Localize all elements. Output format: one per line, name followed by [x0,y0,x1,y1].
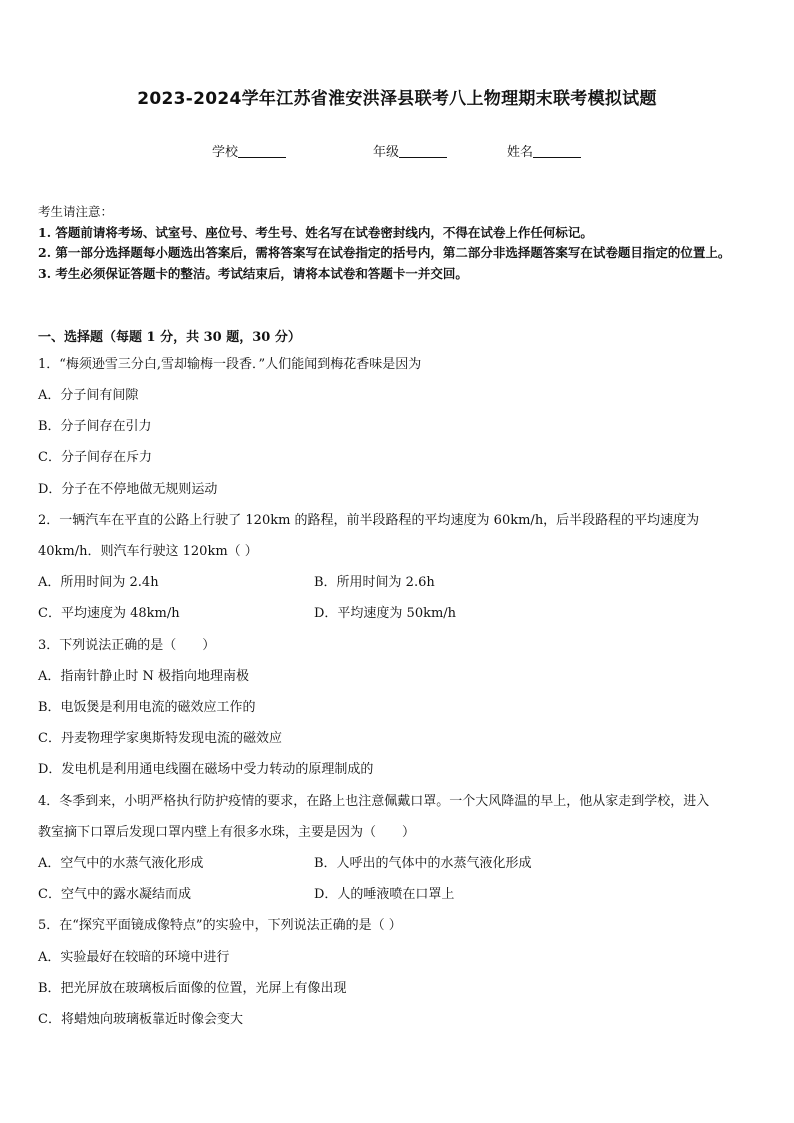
exam-notice [38,202,760,284]
notice-heading: 考生请注意： [38,204,114,219]
option[interactable]: C．分子间存在斥力 [38,450,152,465]
page-title: 2023-2024学年江苏省淮安洪泽县联考八上物理期末联考模拟试题 [137,89,657,109]
question-stem: 3．下列说法正确的是（ ） [38,638,216,653]
option[interactable]: A．所用时间为 2.4h [38,575,159,590]
section-title: 一、选择题（每题 1 分，共 30 题，30 分） [38,330,301,345]
question-stem: 1．“梅须逊雪三分白,雪却输梅一段香．”人们能闻到梅花香味是因为 [38,357,422,372]
grade-blank[interactable] [399,144,447,158]
name-blank[interactable] [533,144,581,158]
option[interactable]: D．分子在不停地做无规则运动 [38,482,218,497]
question-stem: 5．在“探究平面镜成像特点”的实验中，下列说法正确的是（ ） [38,918,402,933]
option[interactable]: D．发电机是利用通电线圈在磁场中受力转动的原理制成的 [38,762,374,777]
option[interactable]: D．平均速度为 50km/h [314,606,457,621]
question-stem: 40km/h．则汽车行驶这 120km（ ） [38,544,258,559]
option[interactable]: A．分子间有间隙 [38,388,139,403]
grade-label: 年级 [373,145,400,160]
option[interactable]: A．空气中的水蒸气液化形成 [38,856,204,871]
school-label: 学校 [212,145,239,160]
option[interactable]: C．丹麦物理学家奥斯特发现电流的磁效应 [38,731,282,746]
notice-item: 1. 答题前请将考场、试室号、座位号、考生号、姓名写在试卷密封线内，不得在试卷上作任何标记。 [38,224,593,240]
option[interactable]: B．分子间存在引力 [38,419,152,434]
option[interactable]: D．人的唾液喷在口罩上 [314,887,455,902]
grade-field[interactable] [373,141,447,160]
student-info-row [0,141,794,161]
school-field[interactable] [212,141,286,160]
notice-item: 3. 考生必须保证答题卡的整洁。考试结束后，请将本试卷和答题卡一并交回。 [38,265,468,281]
option[interactable]: A．指南针静止时 N 极指向地理南极 [38,669,250,684]
option[interactable]: C．平均速度为 48km/h [38,606,180,621]
question-stem: 2．一辆汽车在平直的公路上行驶了 120km 的路程，前半段路程的平均速度为 60km/h，后半段路程的平均速度为 [38,513,700,528]
option[interactable]: B．所用时间为 2.6h [314,575,435,590]
name-label: 姓名 [507,145,534,160]
option[interactable]: B．人呼出的气体中的水蒸气液化形成 [314,856,532,871]
question-stem: 4．冬季到来，小明严格执行防护疫情的要求，在路上也注意佩戴口罩。一个大风降温的早上，他从家走到学校，进入 [38,794,710,809]
option[interactable]: C．将蜡烛向玻璃板靠近时像会变大 [38,1012,243,1027]
name-field[interactable] [507,141,581,160]
option[interactable]: A．实验最好在较暗的环境中进行 [38,950,230,965]
question-stem: 教室摘下口罩后发现口罩内壁上有很多水珠，主要是因为（ ） [38,825,416,840]
option[interactable]: C．空气中的露水凝结而成 [38,887,191,902]
option[interactable]: B．把光屏放在玻璃板后面像的位置，光屏上有像出现 [38,981,347,996]
school-blank[interactable] [238,144,286,158]
option[interactable]: B．电饭煲是利用电流的磁效应工作的 [38,700,256,715]
notice-item: 2. 第一部分选择题每小题选出答案后，需将答案写在试卷指定的括号内，第二部分非选择题答案写在试卷题目指定的位置上。 [38,245,731,260]
